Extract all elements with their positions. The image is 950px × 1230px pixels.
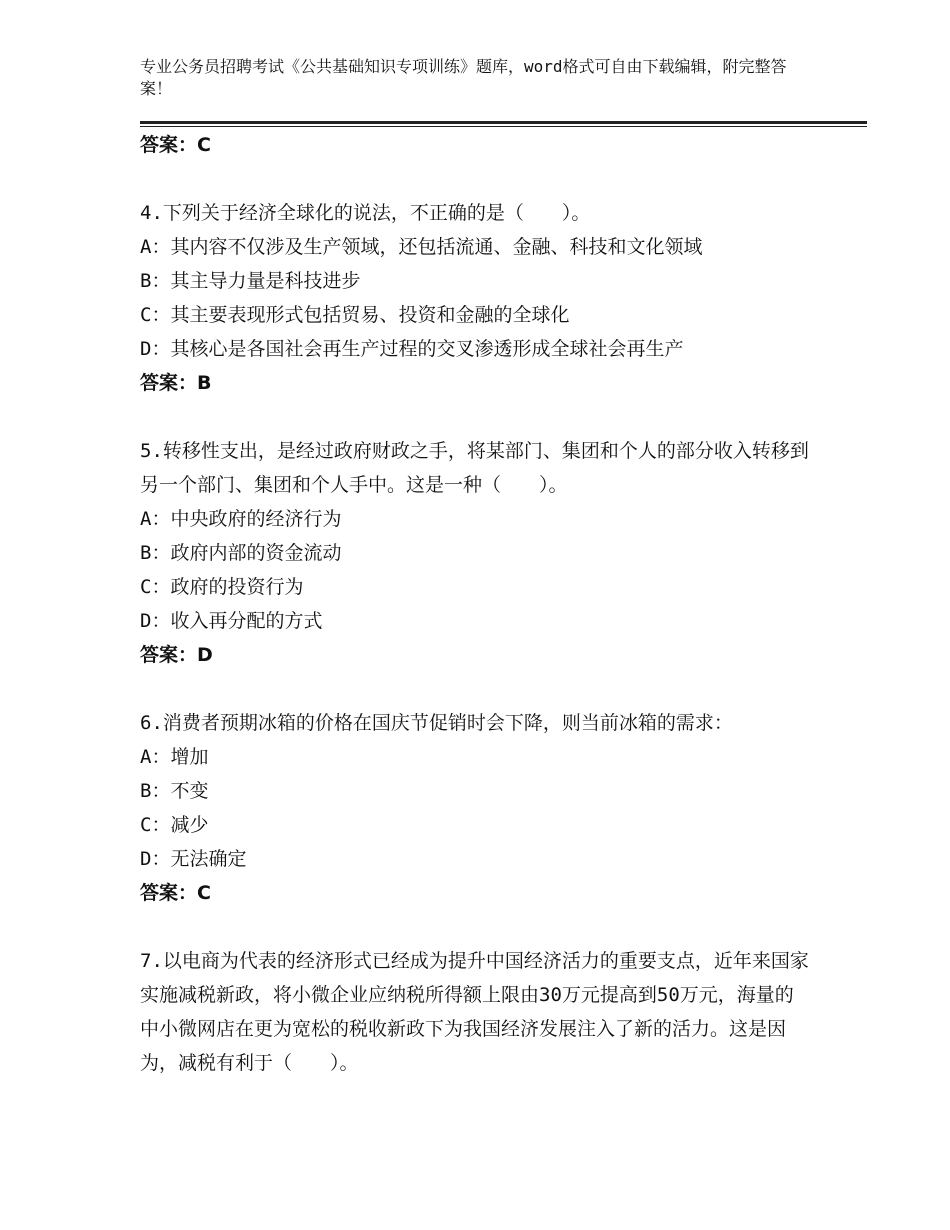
option-c: C：政府的投资行为: [140, 576, 304, 598]
option-b: B：其主导力量是科技进步: [140, 270, 361, 292]
question-stem: 7.以电商为代表的经济形式已经成为提升中国经济活力的重要支点，近年来国家实施减税新政，将小微企业应纳税所得额上限由30万元提高到50万元，海量的中小微网店在更为宽松的税收新政下为我国经济发展注入了新的活力。这是因为，减税有利于（ ）。: [140, 950, 809, 1074]
option-a: A：中央政府的经济行为: [140, 508, 342, 530]
question-stem: 6.消费者预期冰箱的价格在国庆节促销时会下降，则当前冰箱的需求：: [140, 712, 733, 734]
option-b: B：不变: [140, 780, 209, 802]
option-d: D：收入再分配的方式: [140, 610, 323, 632]
option-c: C：减少: [140, 814, 209, 836]
answer-line: 答案：B: [140, 372, 212, 394]
question-block-4: [140, 196, 820, 400]
option-d: D：无法确定: [140, 848, 247, 870]
question-block-6: [140, 706, 820, 910]
question-stem: 5.转移性支出，是经过政府财政之手，将某部门、集团和个人的部分收入转移到另一个部门、集团和个人手中。这是一种（ ）。: [140, 440, 809, 496]
option-a: A：增加: [140, 746, 209, 768]
option-d: D：其核心是各国社会再生产过程的交叉渗透形成全球社会再生产: [140, 338, 684, 360]
question-list: [140, 128, 820, 1080]
header-divider-thin: [140, 126, 867, 127]
answer-line: 答案：D: [140, 644, 213, 666]
document-header: 专业公务员招聘考试《公共基础知识专项训练》题库，word格式可自由下载编辑，附完整答案！: [140, 57, 787, 98]
option-c: C：其主要表现形式包括贸易、投资和金融的全球化: [140, 304, 570, 326]
header-divider-thick: [140, 121, 867, 124]
answer-line: 答案：C: [140, 134, 211, 156]
option-a: A：其内容不仅涉及生产领域，还包括流通、金融、科技和文化领域: [140, 236, 703, 258]
option-b: B：政府内部的资金流动: [140, 542, 342, 564]
question-block-5: [140, 434, 820, 672]
answer-line: 答案：C: [140, 882, 211, 904]
question-stem: 4.下列关于经济全球化的说法，不正确的是（ ）。: [140, 202, 591, 224]
question-block-7: [140, 944, 820, 1080]
